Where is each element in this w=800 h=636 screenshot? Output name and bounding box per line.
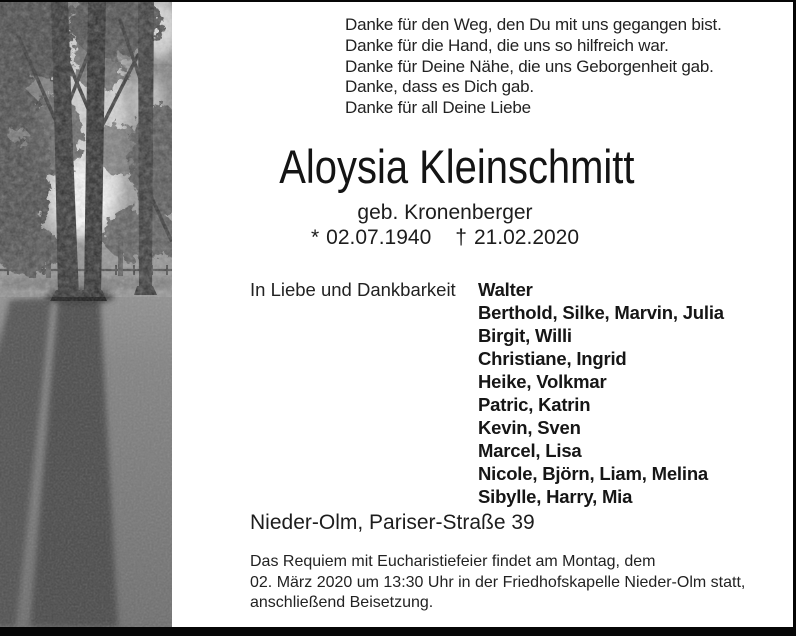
epigraph-line: Danke für Deine Nähe, die uns Geborgenheit gab. bbox=[345, 56, 714, 76]
mourning-label: In Liebe und Dankbarkeit bbox=[250, 279, 456, 300]
deceased-name: Aloysia Kleinschmitt bbox=[279, 140, 635, 193]
frame-border-right bbox=[793, 0, 796, 636]
mourner-line: Kevin, Sven bbox=[478, 417, 581, 438]
service-info bbox=[250, 552, 745, 614]
mourner-line: Heike, Volkmar bbox=[478, 371, 607, 392]
frame-border-top bbox=[0, 0, 796, 2]
service-line: anschließend Beisetzung. bbox=[250, 594, 434, 612]
mourner-line: Sibylle, Harry, Mia bbox=[478, 486, 633, 507]
maiden-name: geb. Kronenberger bbox=[357, 201, 533, 224]
mourners-list bbox=[478, 278, 724, 508]
service-line: 02. März 2020 um 13:30 Uhr in der Friedhofskapelle Nieder-Olm statt, bbox=[250, 573, 746, 591]
mourner-line: Marcel, Lisa bbox=[478, 440, 582, 461]
mourner-line: Berthold, Silke, Marvin, Julia bbox=[478, 302, 724, 323]
death-symbol: † bbox=[455, 226, 467, 249]
memorial-photo bbox=[0, 0, 172, 627]
birth-symbol: * bbox=[310, 226, 320, 249]
mourner-line: Birgit, Willi bbox=[478, 325, 572, 346]
epigraph-line: Danke, dass es Dich gab. bbox=[345, 77, 534, 97]
frame-border-bottom bbox=[0, 627, 796, 636]
epigraph-line: Danke für den Weg, den Du mit uns gegangen bist. bbox=[345, 15, 722, 34]
service-line: Das Requiem mit Eucharistiefeier findet am Montag, dem bbox=[250, 553, 656, 570]
photo-grain-texture bbox=[0, 0, 172, 627]
address-line: Nieder-Olm, Pariser-Straße 39 bbox=[250, 511, 535, 534]
epigraph-line: Danke für all Deine Liebe bbox=[345, 98, 531, 118]
epigraph bbox=[345, 15, 722, 119]
birth-date: 02.07.1940 bbox=[326, 226, 432, 249]
life-dates bbox=[250, 226, 640, 250]
epigraph-line: Danke für die Hand, die uns so hilfreich war. bbox=[345, 35, 669, 55]
mourner-line: Nicole, Björn, Liam, Melina bbox=[478, 463, 709, 484]
mourner-line: Walter bbox=[478, 279, 533, 300]
mourner-line: Patric, Katrin bbox=[478, 394, 591, 415]
memorial-photo-illustration bbox=[0, 0, 172, 627]
death-date: 21.02.2020 bbox=[473, 226, 580, 249]
mourner-line: Christiane, Ingrid bbox=[478, 348, 627, 369]
